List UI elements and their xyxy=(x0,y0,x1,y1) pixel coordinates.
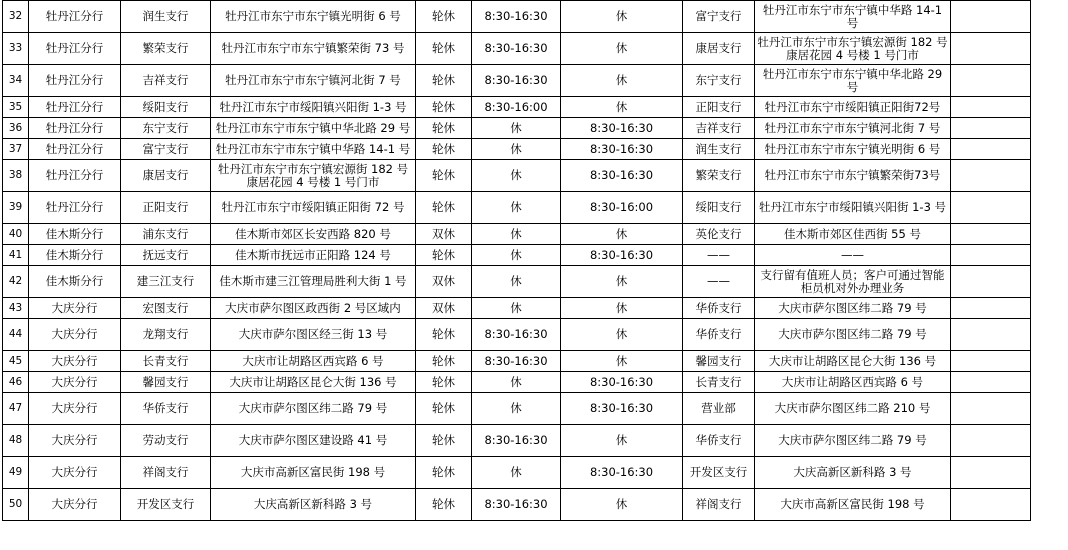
cell-alt-addr: 牡丹江市东宁市绥阳镇正阳街72号 xyxy=(755,97,951,118)
table-row xyxy=(3,425,1031,457)
table-row xyxy=(3,319,1031,351)
cell-alt-addr: 牡丹江市东宁市东宁镇河北街 7 号 xyxy=(755,118,951,139)
cell-alt: 营业部 xyxy=(683,393,755,425)
table-row xyxy=(3,1,1031,33)
cell-alt: 馨园支行 xyxy=(683,351,755,372)
cell-sub: 富宁支行 xyxy=(121,139,211,160)
cell-d1: 休 xyxy=(472,139,561,160)
cell-branch: 牡丹江分行 xyxy=(29,97,121,118)
cell-sub: 祥阁支行 xyxy=(121,457,211,489)
cell-addr: 牡丹江市东宁市东宁镇宏源街 182 号康居花园 4 号楼 1 号门市 xyxy=(211,160,416,192)
cell-d2: 休 xyxy=(561,489,683,521)
cell-blank xyxy=(951,224,1031,245)
cell-mode: 双休 xyxy=(416,298,472,319)
cell-addr: 牡丹江市东宁市东宁镇河北街 7 号 xyxy=(211,65,416,97)
table-row xyxy=(3,372,1031,393)
cell-addr: 牡丹江市东宁市绥阳镇兴阳街 1-3 号 xyxy=(211,97,416,118)
cell-mode: 轮休 xyxy=(416,33,472,65)
cell-alt-addr: 佳木斯市郊区佳西街 55 号 xyxy=(755,224,951,245)
cell-addr: 大庆市让胡路区西宾路 6 号 xyxy=(211,351,416,372)
cell-no: 44 xyxy=(3,319,29,351)
cell-mode: 轮休 xyxy=(416,457,472,489)
cell-addr: 大庆市高新区富民街 198 号 xyxy=(211,457,416,489)
cell-no: 46 xyxy=(3,372,29,393)
cell-d1: 休 xyxy=(472,457,561,489)
cell-branch: 大庆分行 xyxy=(29,298,121,319)
cell-sub: 东宁支行 xyxy=(121,118,211,139)
cell-alt: 英伦支行 xyxy=(683,224,755,245)
cell-alt-addr: 大庆市萨尔图区纬二路 210 号 xyxy=(755,393,951,425)
cell-addr: 大庆市萨尔图区政西街 2 号区域内 xyxy=(211,298,416,319)
cell-mode: 轮休 xyxy=(416,192,472,224)
cell-addr: 大庆高新区新科路 3 号 xyxy=(211,489,416,521)
cell-alt: 富宁支行 xyxy=(683,1,755,33)
cell-d1: 休 xyxy=(472,266,561,298)
cell-d2: 8:30-16:30 xyxy=(561,139,683,160)
cell-branch: 大庆分行 xyxy=(29,425,121,457)
cell-branch: 大庆分行 xyxy=(29,457,121,489)
cell-d2: 休 xyxy=(561,351,683,372)
cell-addr: 大庆市萨尔图区建设路 41 号 xyxy=(211,425,416,457)
cell-alt: 康居支行 xyxy=(683,33,755,65)
table-row xyxy=(3,245,1031,266)
cell-blank xyxy=(951,425,1031,457)
cell-mode: 轮休 xyxy=(416,372,472,393)
cell-mode: 轮休 xyxy=(416,1,472,33)
cell-d1: 休 xyxy=(472,393,561,425)
cell-branch: 大庆分行 xyxy=(29,489,121,521)
cell-no: 39 xyxy=(3,192,29,224)
table-row xyxy=(3,489,1031,521)
cell-addr: 牡丹江市东宁市东宁镇繁荣街 73 号 xyxy=(211,33,416,65)
cell-mode: 轮休 xyxy=(416,65,472,97)
cell-sub: 馨园支行 xyxy=(121,372,211,393)
cell-sub: 华侨支行 xyxy=(121,393,211,425)
cell-sub: 长青支行 xyxy=(121,351,211,372)
cell-d1: 8:30-16:00 xyxy=(472,97,561,118)
cell-d1: 8:30-16:30 xyxy=(472,1,561,33)
table-row xyxy=(3,160,1031,192)
cell-d2: 休 xyxy=(561,97,683,118)
cell-d1: 8:30-16:30 xyxy=(472,33,561,65)
cell-alt: —— xyxy=(683,245,755,266)
cell-branch: 牡丹江分行 xyxy=(29,65,121,97)
cell-blank xyxy=(951,192,1031,224)
cell-addr: 大庆市萨尔图区经三街 13 号 xyxy=(211,319,416,351)
cell-sub: 正阳支行 xyxy=(121,192,211,224)
cell-sub: 绥阳支行 xyxy=(121,97,211,118)
cell-addr: 佳木斯市建三江管理局胜利大街 1 号 xyxy=(211,266,416,298)
cell-mode: 轮休 xyxy=(416,245,472,266)
cell-blank xyxy=(951,139,1031,160)
cell-alt-addr: 大庆市萨尔图区纬二路 79 号 xyxy=(755,425,951,457)
cell-branch: 牡丹江分行 xyxy=(29,160,121,192)
cell-mode: 轮休 xyxy=(416,118,472,139)
cell-addr: 大庆市萨尔图区纬二路 79 号 xyxy=(211,393,416,425)
cell-blank xyxy=(951,97,1031,118)
cell-d2: 休 xyxy=(561,266,683,298)
cell-branch: 牡丹江分行 xyxy=(29,118,121,139)
cell-addr: 牡丹江市东宁市绥阳镇正阳街 72 号 xyxy=(211,192,416,224)
cell-branch: 大庆分行 xyxy=(29,351,121,372)
cell-no: 34 xyxy=(3,65,29,97)
cell-alt: 正阳支行 xyxy=(683,97,755,118)
cell-blank xyxy=(951,351,1031,372)
cell-addr: 牡丹江市东宁市东宁镇中华北路 29 号 xyxy=(211,118,416,139)
cell-sub: 吉祥支行 xyxy=(121,65,211,97)
cell-no: 41 xyxy=(3,245,29,266)
table-row xyxy=(3,266,1031,298)
cell-alt: 华侨支行 xyxy=(683,298,755,319)
cell-d2: 8:30-16:30 xyxy=(561,372,683,393)
cell-alt: 东宁支行 xyxy=(683,65,755,97)
cell-alt-addr: —— xyxy=(755,245,951,266)
cell-no: 43 xyxy=(3,298,29,319)
cell-no: 47 xyxy=(3,393,29,425)
cell-blank xyxy=(951,489,1031,521)
table-row xyxy=(3,139,1031,160)
cell-blank xyxy=(951,33,1031,65)
cell-blank xyxy=(951,393,1031,425)
cell-no: 40 xyxy=(3,224,29,245)
cell-sub: 劳动支行 xyxy=(121,425,211,457)
cell-sub: 浦东支行 xyxy=(121,224,211,245)
cell-branch: 大庆分行 xyxy=(29,393,121,425)
cell-mode: 轮休 xyxy=(416,160,472,192)
table-row xyxy=(3,33,1031,65)
cell-d1: 休 xyxy=(472,118,561,139)
cell-d1: 休 xyxy=(472,372,561,393)
cell-mode: 双休 xyxy=(416,266,472,298)
cell-branch: 牡丹江分行 xyxy=(29,139,121,160)
cell-d2: 休 xyxy=(561,1,683,33)
cell-no: 38 xyxy=(3,160,29,192)
cell-d1: 休 xyxy=(472,298,561,319)
cell-mode: 轮休 xyxy=(416,489,472,521)
cell-d1: 8:30-16:30 xyxy=(472,351,561,372)
cell-branch: 牡丹江分行 xyxy=(29,1,121,33)
cell-sub: 润生支行 xyxy=(121,1,211,33)
cell-d2: 休 xyxy=(561,65,683,97)
cell-blank xyxy=(951,245,1031,266)
cell-mode: 轮休 xyxy=(416,139,472,160)
cell-d2: 休 xyxy=(561,33,683,65)
cell-d2: 8:30-16:30 xyxy=(561,393,683,425)
cell-alt-addr: 大庆市萨尔图区纬二路 79 号 xyxy=(755,319,951,351)
cell-addr: 牡丹江市东宁市东宁镇光明街 6 号 xyxy=(211,1,416,33)
cell-no: 36 xyxy=(3,118,29,139)
table-row xyxy=(3,65,1031,97)
cell-d2: 8:30-16:30 xyxy=(561,118,683,139)
cell-no: 45 xyxy=(3,351,29,372)
table-row xyxy=(3,298,1031,319)
cell-addr: 牡丹江市东宁市东宁镇中华路 14-1 号 xyxy=(211,139,416,160)
cell-no: 32 xyxy=(3,1,29,33)
cell-sub: 龙翔支行 xyxy=(121,319,211,351)
cell-no: 48 xyxy=(3,425,29,457)
cell-alt-addr: 牡丹江市东宁市东宁镇繁荣街73号 xyxy=(755,160,951,192)
cell-blank xyxy=(951,319,1031,351)
cell-alt: 长青支行 xyxy=(683,372,755,393)
cell-sub: 开发区支行 xyxy=(121,489,211,521)
cell-branch: 佳木斯分行 xyxy=(29,266,121,298)
cell-blank xyxy=(951,118,1031,139)
cell-alt-addr: 大庆市萨尔图区纬二路 79 号 xyxy=(755,298,951,319)
cell-addr: 大庆市让胡路区昆仑大街 136 号 xyxy=(211,372,416,393)
table-row xyxy=(3,457,1031,489)
cell-blank xyxy=(951,372,1031,393)
cell-d1: 休 xyxy=(472,224,561,245)
cell-d2: 8:30-16:30 xyxy=(561,457,683,489)
cell-branch: 佳木斯分行 xyxy=(29,245,121,266)
cell-no: 49 xyxy=(3,457,29,489)
cell-branch: 大庆分行 xyxy=(29,319,121,351)
table-row xyxy=(3,192,1031,224)
cell-alt-addr: 大庆市高新区富民街 198 号 xyxy=(755,489,951,521)
cell-alt-addr: 牡丹江市东宁市东宁镇光明街 6 号 xyxy=(755,139,951,160)
cell-mode: 轮休 xyxy=(416,425,472,457)
cell-alt-addr: 大庆高新区新科路 3 号 xyxy=(755,457,951,489)
cell-mode: 轮休 xyxy=(416,319,472,351)
table-body xyxy=(3,1,1031,521)
cell-alt: 华侨支行 xyxy=(683,425,755,457)
cell-blank xyxy=(951,266,1031,298)
cell-no: 42 xyxy=(3,266,29,298)
table-row xyxy=(3,351,1031,372)
cell-d1: 休 xyxy=(472,192,561,224)
cell-alt: 繁荣支行 xyxy=(683,160,755,192)
cell-sub: 康居支行 xyxy=(121,160,211,192)
cell-alt-addr: 大庆市让胡路区昆仑大街 136 号 xyxy=(755,351,951,372)
cell-blank xyxy=(951,65,1031,97)
cell-alt-addr: 牡丹江市东宁市东宁镇宏源街 182 号康居花园 4 号楼 1 号门市 xyxy=(755,33,951,65)
cell-alt: 润生支行 xyxy=(683,139,755,160)
cell-addr: 佳木斯市郊区长安西路 820 号 xyxy=(211,224,416,245)
cell-branch: 大庆分行 xyxy=(29,372,121,393)
cell-addr: 佳木斯市抚远市正阳路 124 号 xyxy=(211,245,416,266)
cell-sub: 抚远支行 xyxy=(121,245,211,266)
cell-alt-addr: 支行留有值班人员；客户可通过智能柜员机对外办理业务 xyxy=(755,266,951,298)
cell-d1: 8:30-16:30 xyxy=(472,425,561,457)
cell-d2: 休 xyxy=(561,224,683,245)
cell-sub: 宏图支行 xyxy=(121,298,211,319)
table-row xyxy=(3,393,1031,425)
cell-blank xyxy=(951,457,1031,489)
cell-sub: 繁荣支行 xyxy=(121,33,211,65)
cell-alt: 吉祥支行 xyxy=(683,118,755,139)
table-row xyxy=(3,118,1031,139)
cell-d2: 休 xyxy=(561,319,683,351)
cell-alt-addr: 大庆市让胡路区西宾路 6 号 xyxy=(755,372,951,393)
cell-d2: 休 xyxy=(561,425,683,457)
cell-mode: 双休 xyxy=(416,224,472,245)
cell-blank xyxy=(951,1,1031,33)
cell-mode: 轮休 xyxy=(416,393,472,425)
cell-d1: 8:30-16:30 xyxy=(472,319,561,351)
branch-schedule-table xyxy=(2,0,1031,521)
cell-d1: 8:30-16:30 xyxy=(472,489,561,521)
cell-no: 37 xyxy=(3,139,29,160)
cell-sub: 建三江支行 xyxy=(121,266,211,298)
cell-branch: 佳木斯分行 xyxy=(29,224,121,245)
cell-no: 35 xyxy=(3,97,29,118)
cell-alt: —— xyxy=(683,266,755,298)
cell-no: 50 xyxy=(3,489,29,521)
cell-alt-addr: 牡丹江市东宁市东宁镇中华路 14-1 号 xyxy=(755,1,951,33)
cell-branch: 牡丹江分行 xyxy=(29,192,121,224)
cell-no: 33 xyxy=(3,33,29,65)
cell-d1: 休 xyxy=(472,160,561,192)
cell-mode: 轮休 xyxy=(416,351,472,372)
cell-alt: 绥阳支行 xyxy=(683,192,755,224)
cell-d2: 8:30-16:30 xyxy=(561,245,683,266)
cell-blank xyxy=(951,298,1031,319)
cell-alt-addr: 牡丹江市东宁市东宁镇中华北路 29 号 xyxy=(755,65,951,97)
cell-mode: 轮休 xyxy=(416,97,472,118)
cell-d1: 休 xyxy=(472,245,561,266)
cell-alt-addr: 牡丹江市东宁市绥阳镇兴阳街 1-3 号 xyxy=(755,192,951,224)
cell-blank xyxy=(951,160,1031,192)
cell-d2: 8:30-16:30 xyxy=(561,160,683,192)
cell-alt: 华侨支行 xyxy=(683,319,755,351)
cell-d2: 8:30-16:00 xyxy=(561,192,683,224)
cell-branch: 牡丹江分行 xyxy=(29,33,121,65)
table-row xyxy=(3,224,1031,245)
cell-alt: 开发区支行 xyxy=(683,457,755,489)
cell-d2: 休 xyxy=(561,298,683,319)
cell-alt: 祥阁支行 xyxy=(683,489,755,521)
table-row xyxy=(3,97,1031,118)
cell-d1: 8:30-16:30 xyxy=(472,65,561,97)
